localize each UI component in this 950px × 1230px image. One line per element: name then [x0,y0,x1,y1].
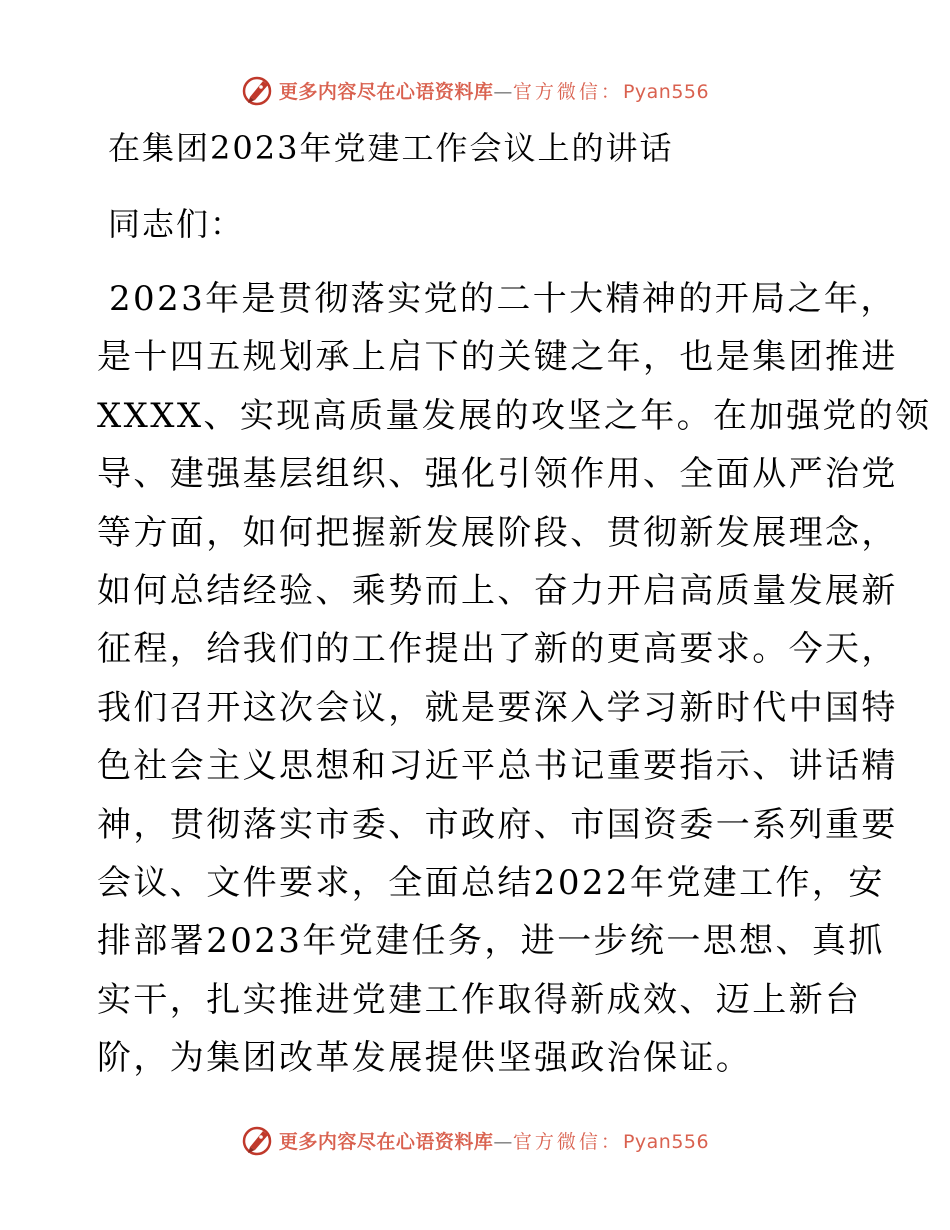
watermark-separator: — [493,1130,513,1153]
document-title: 在集团2023年党建工作会议上的讲话 [108,129,674,167]
watermark-contact-label: 官方微信： [512,80,623,103]
paragraph-line: 阶，为集团改革发展提供坚强政治保证。 [97,1038,753,1079]
salutation: 同志们： [108,205,245,243]
paragraph-line: 会议、文件要求，全面总结2022年党建工作，安 [97,862,885,903]
paragraph-line: 色社会主义思想和习近平总书记重要指示、讲话精 [97,746,898,787]
paragraph-line: 神，贯彻落实市委、市政府、市国资委一系列重要 [97,804,898,845]
watermark-contact-id: Pyan556 [622,80,710,103]
watermark-brand: 更多内容尽在心语资料库 [278,1130,494,1153]
footer-watermark-banner [0,1120,950,1160]
watermark-brand: 更多内容尽在心语资料库 [278,80,494,103]
paragraph-line: 是十四五规划承上启下的关键之年，也是集团推进 [97,337,898,378]
paragraph-line: 征程，给我们的工作提出了新的更高要求。今天， [97,629,898,670]
watermark-text [279,1127,709,1154]
watermark-contact-id: Pyan556 [622,1130,710,1153]
watermark-text [279,77,709,104]
speech-paragraph [97,270,932,1087]
paragraph-line: 导、建强基层组织、强化引领作用、全面从严治党 [97,454,898,495]
pen-nib-logo-icon [241,1123,275,1157]
paragraph-line: 排部署2023年党建任务，进一步统一思想、真抓 [97,921,885,962]
watermark-contact-label: 官方微信： [512,1130,623,1153]
paragraph-line: 如何总结经验、乘势而上、奋力开启高质量发展新 [97,570,898,611]
paragraph-line: 等方面，如何把握新发展阶段、贯彻新发展理念， [97,512,898,553]
paragraph-line: XXXX、实现高质量发展的攻坚之年。在加强党的领 [97,395,932,436]
pen-nib-logo-icon [241,73,275,107]
paragraph-line: 我们召开这次会议，就是要深入学习新时代中国特 [97,687,898,728]
header-watermark-banner [0,70,950,110]
paragraph-line: 实干，扎实推进党建工作取得新成效、迈上新台 [97,979,862,1020]
watermark-separator: — [493,80,513,103]
paragraph-line: 2023年是贯彻落实党的二十大精神的开局之年， [109,279,897,319]
